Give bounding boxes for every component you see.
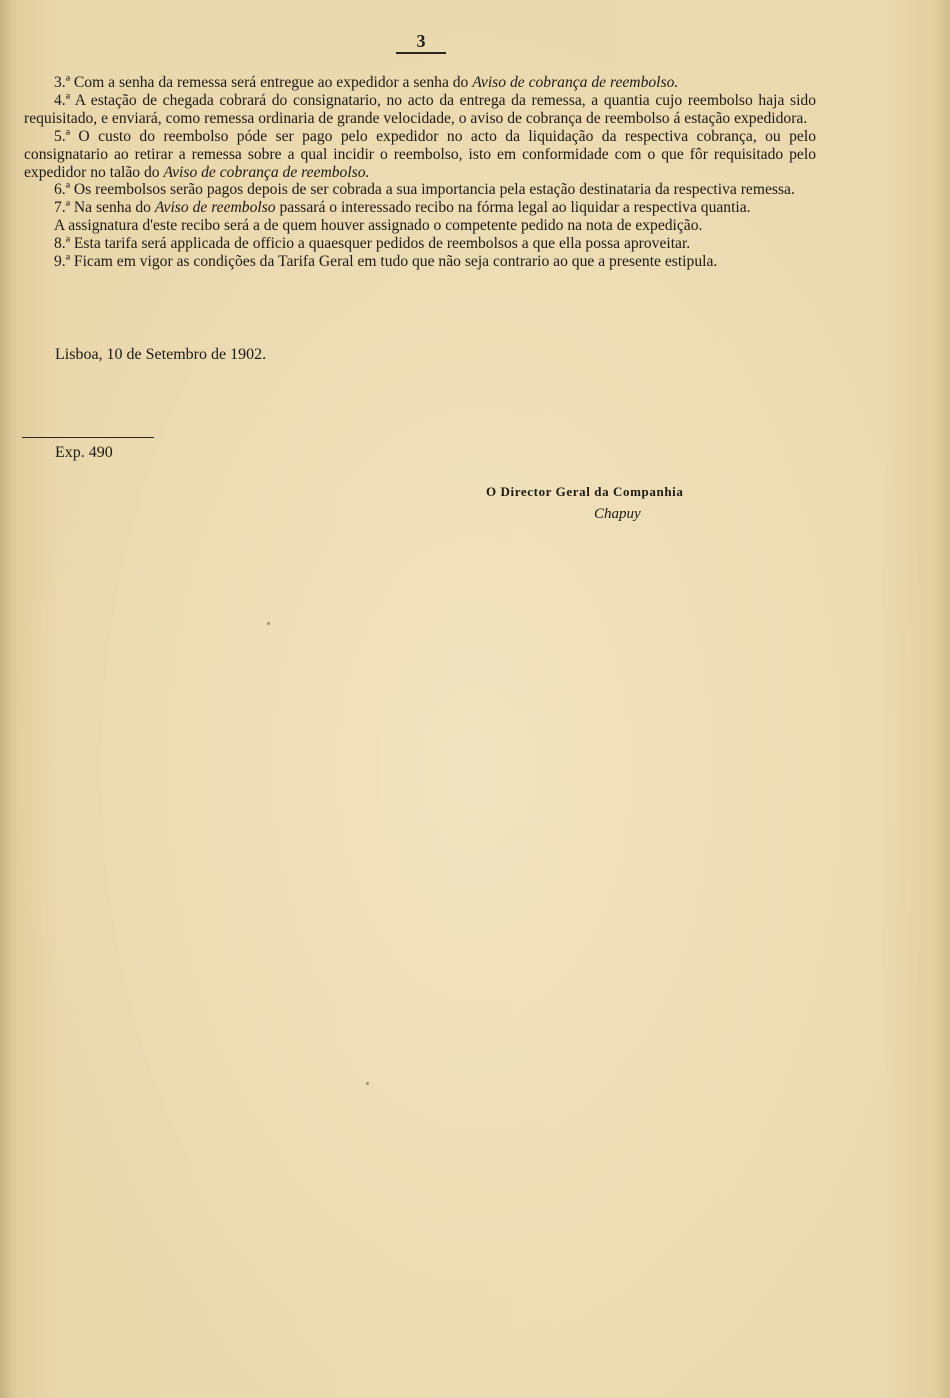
signature-title: O Director Geral da Companhia [486,484,684,499]
paper-speck [366,1082,369,1085]
expedient-reference: Exp. 490 [55,444,113,461]
clause-text: Na senha do [73,199,151,217]
clause-text: A assignatura d'este recibo será a de quem houver assignado o competente pedido na nota de expedição. [54,217,703,235]
clause-italic-text: Aviso de reembolso [154,199,276,217]
clause-number: 4.ª [54,91,70,109]
signature-name: Chapuy [594,506,641,522]
date-line: Lisboa, 10 de Setembro de 1902. [55,346,267,363]
clause-paragraph [24,217,816,235]
clause-paragraph [24,253,816,271]
clause-paragraph [24,199,816,217]
clause-paragraph [24,74,816,92]
body-text [24,74,816,271]
clause-italic-text: Aviso de cobrança de reembolso. [163,163,370,181]
clause-number: 7.ª [54,199,70,217]
clause-number: 5.ª [54,127,70,145]
clause-text: O custo do reembolso póde ser pago pelo expedidor no acto da liquidação da respectiva cobrança, ou pelo consignatario ao retirar a remessa sobre a qual incidir o reembolso, isto em conformidade com o que fôr requisitado pelo expedidor no talão do [24,127,816,181]
clause-number: 3.ª [54,74,70,91]
bleed-through-heading [150,470,162,510]
clause-text: Ficam em vigor as condições da Tarifa Geral em tudo que não seja contrario ao que a presente estipula. [73,253,718,271]
page-number: 3 [396,30,446,54]
clause-paragraph [24,128,816,182]
clause-number: 8.ª [54,235,70,253]
clause-text: Com a senha da remessa será entregue ao expedidor a senha do [73,74,469,91]
clause-text: A estação de chegada cobrará do consignatario, no acto da entrega da remessa, a quantia cujo reembolso haja sido requisitado, e enviará, como remessa ordinaria de grande velocidade, o aviso de cobrança de reembolso á estação expedidora. [24,91,816,127]
paper-speck [267,622,270,625]
clause-tail-text: passará o interessado recibo na fórma legal ao liquidar a respectiva quantia. [279,199,751,217]
divider-rule [22,437,154,438]
clause-italic-text: Aviso de cobrança de reembolso. [472,74,679,91]
clause-text: Esta tarifa será applicada de officio a quaesquer pedidos de reembolsos a que ella possa aproveitar. [73,235,691,253]
clause-number: 9.ª [54,253,70,271]
clause-paragraph [24,181,816,199]
clause-paragraph [24,235,816,253]
clause-number: 6.ª [54,181,70,199]
clause-text: Os reembolsos serão pagos depois de ser cobrada a sua importancia pela estação destinataria da respectiva remessa. [73,181,795,199]
clause-paragraph [24,92,816,128]
